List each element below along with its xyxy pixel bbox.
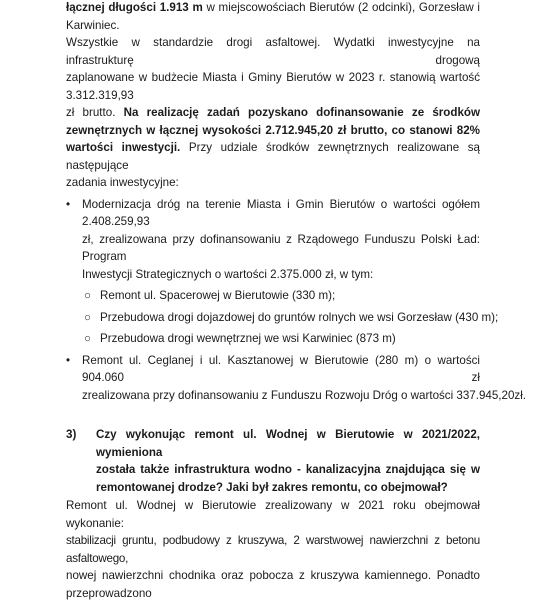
bold-funding: wartości inwestycji.: [66, 141, 181, 154]
circle-bullet-icon: ○: [84, 332, 92, 345]
text-line: remontowanej drodze? Jaki był zakres remontu, co obejmował?: [96, 480, 448, 494]
text-line: Remont ul. Wodnej w Bierutowie zrealizowany w 2021 roku obejmował wykonanie:: [66, 499, 480, 530]
text-line: [66, 139, 480, 174]
question-3: [66, 426, 480, 496]
answer-3: [66, 497, 480, 602]
sub-item-text: Remont ul. Spacerowej w Bierutowie (330 m);: [100, 289, 336, 302]
circle-bullet-icon: ○: [84, 289, 92, 302]
text-line: zrealizowana przy dofinansowaniu z Funduszu Rozwoju Dróg o wartości 337.945,20zł.: [82, 388, 527, 402]
text-span: zł brutto.: [66, 106, 124, 119]
bullet-icon: •: [66, 353, 71, 367]
circle-bullet-icon: ○: [84, 310, 92, 324]
text-line: nowej nawierzchni chodnika oraz pobocza z kruszywa kamiennego. Ponadto przeprowadzono: [66, 569, 480, 600]
text-line: zł, zrealizowana przy dofinansowaniu z Rządowego Funduszu Polski Ład: Program: [82, 232, 480, 263]
bullet-item-modernization: [66, 196, 480, 284]
sub-item-text: Przebudowa drogi wewnętrznej we wsi Karwiniec (873 m): [100, 332, 396, 345]
question-number: 3): [66, 428, 77, 441]
sub-item-karwiniec: [66, 330, 480, 348]
text-line: została także infrastruktura wodno - kanalizacyjna znajdująca się w: [96, 463, 480, 476]
text-line: [66, 104, 480, 122]
document-page: [66, 0, 527, 602]
paragraph-investments: [66, 0, 480, 192]
bold-length: łącznej długości 1.913 m: [66, 1, 203, 14]
bold-funding: Na realizację zadań pozyskano dofinansowanie ze środków: [123, 106, 481, 119]
sub-item-text: Przebudowa drogi dojazdowej do gruntów rolnych we wsi Gorzesław (430 m);: [100, 310, 499, 324]
bullet-icon: •: [66, 197, 71, 211]
text-line: [66, 0, 480, 34]
text-line: Remont ul. Ceglanej i ul. Kasztanowej w Bierutowie (280 m) o wartości 904.060 zł: [82, 353, 480, 384]
text-line: Wszystkie w standardzie drogi asfaltowej. Wydatki inwestycyjne na infrastrukturę drogową: [66, 36, 480, 67]
text-line: [66, 122, 480, 140]
text-line: Inwestycji Strategicznych o wartości 2.375.000 zł, w tym:: [82, 267, 374, 281]
question-text: [96, 426, 480, 496]
bullet-item-ceglana: [66, 352, 527, 405]
sub-item-spacerowa: [66, 287, 480, 305]
text-line: zadania inwestycyjne:: [66, 176, 179, 189]
text-span: w miejscowościach Bierutów (2 odcinki), Gorzesław i Karwiniec.: [66, 1, 480, 32]
text-line: Czy wykonując remont ul. Wodnej w Bierutowie w 2021/2022, wymieniona: [96, 428, 480, 459]
text-span: Przy udziale środków zewnętrznych realizowane są następujące: [66, 141, 480, 172]
text-line: stabilizacji gruntu, podbudowy z kruszywa, 2 warstwowej nawierzchni z betonu asfaltowego,: [66, 534, 480, 565]
text-line: Modernizacja dróg na terenie Miasta i Gmin Bierutów o wartości ogółem 2.408.259,93: [82, 197, 480, 228]
bold-funding: zewnętrznych w łącznej wysokości 2.712.945,20 zł brutto, co stanowi 82%: [66, 123, 480, 137]
sub-item-gorzeslaw: [66, 309, 499, 327]
text-line: zaplanowane w budżecie Miasta i Gminy Bierutów w 2023 r. stanowią wartość 3.312.319,93: [66, 71, 480, 102]
